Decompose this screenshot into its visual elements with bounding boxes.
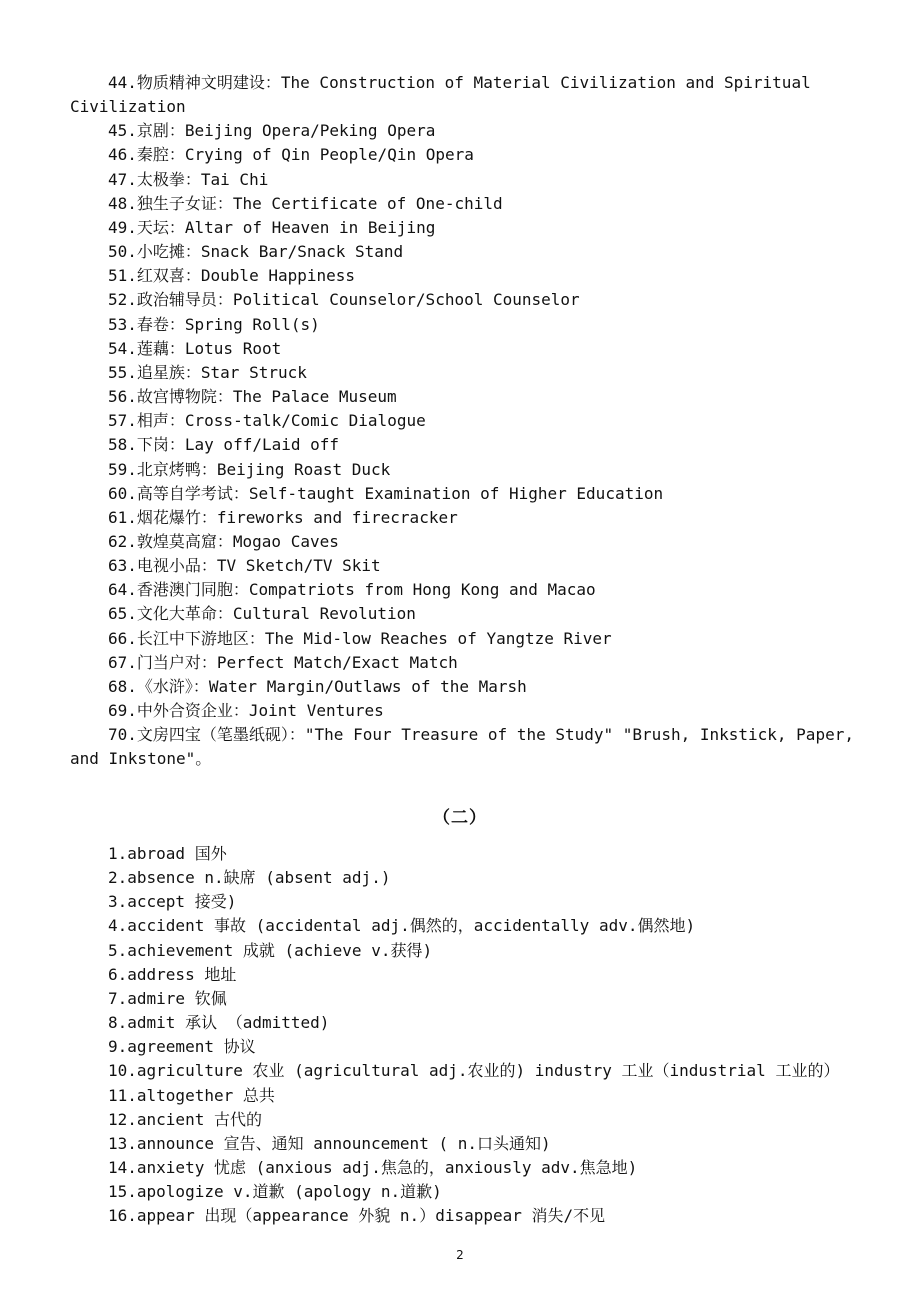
list-entry: 64.香港澳门同胞：Compatriots from Hong Kong and Macao [108, 580, 596, 600]
list-entry: 68.《水浒》：Water Margin/Outlaws of the Marsh [108, 676, 527, 696]
list-entry: 62.敦煌莫高窟：Mogao Caves [108, 531, 339, 551]
list-entry: 1.abroad 国外 [108, 844, 227, 863]
list-entry: 44.物质精神文明建设：The Construction of Material Civilization and Spiritual Civilization [70, 73, 821, 117]
list-entry: 46.秦腔：Crying of Qin People/Qin Opera [108, 145, 474, 165]
list-entry: 9.agreement 协议 [108, 1037, 256, 1057]
list-entry: 8.admit 承认 （admitted) [108, 1013, 330, 1033]
list-entry: 56.故宫博物院：The Palace Museum [108, 387, 397, 407]
list-entry: 48.独生子女证：The Certificate of One-child [108, 193, 503, 213]
list-entry: 55.追星族：Star Struck [108, 362, 307, 382]
section-heading: （二） [433, 808, 487, 828]
page-number: 2 [456, 1248, 464, 1262]
list-entry: 51.红双喜：Double Happiness [108, 266, 356, 286]
list-entry: 57.相声：Cross-talk/Comic Dialogue [108, 411, 426, 431]
vocabulary-list-part-two [70, 842, 862, 1229]
list-entry: 2.absence n.缺席 (absent adj.) [108, 868, 391, 888]
list-entry: 52.政治辅导员：Political Counselor/School Counselor [108, 290, 580, 310]
list-entry: 54.莲藕：Lotus Root [108, 338, 282, 358]
list-entry: 50.小吃摊：Snack Bar/Snack Stand [108, 242, 404, 262]
vocabulary-list-part-one [70, 71, 862, 772]
list-entry: 11.altogether 总共 [108, 1085, 275, 1105]
list-entry: 3.accept 接受) [108, 892, 237, 912]
list-entry: 59.北京烤鸭：Beijing Roast Duck [108, 459, 391, 479]
list-entry: 4.accident 事故 (accidental adj.偶然的，accidentally adv.偶然地) [108, 916, 696, 936]
list-entry: 16.appear 出现（appearance 外貌 n.）disappear 消失/不见 [108, 1206, 606, 1226]
list-entry: 45.京剧：Beijing Opera/Peking Opera [108, 121, 436, 141]
list-entry: 67.门当户对：Perfect Match/Exact Match [108, 652, 458, 672]
list-entry: 10.agriculture 农业 (agricultural adj.农业的) industry 工业（industrial 工业的） [108, 1061, 840, 1081]
list-entry: 14.anxiety 忧虑 (anxious adj.焦急的，anxiously adv.焦急地) [108, 1158, 638, 1178]
list-entry: 66.长江中下游地区：The Mid-low Reaches of Yangtze River [108, 628, 612, 648]
list-entry: 15.apologize v.道歉 (apology n.道歉) [108, 1182, 442, 1202]
list-entry: 7.admire 钦佩 [108, 988, 227, 1008]
list-entry: 6.address 地址 [108, 964, 237, 984]
list-entry: 49.天坛：Altar of Heaven in Beijing [108, 217, 436, 237]
list-entry: 61.烟花爆竹：fireworks and firecracker [108, 507, 458, 527]
list-entry: 63.电视小品：TV Sketch/TV Skit [108, 556, 381, 576]
list-entry: 13.announce 宣告、通知 announcement ( n.口头通知) [108, 1133, 551, 1153]
list-entry: 60.高等自学考试：Self-taught Examination of Higher Education [108, 483, 664, 503]
list-entry: 47.太极拳：Tai Chi [108, 169, 269, 189]
list-entry: 5.achievement 成就 (achieve v.获得) [108, 940, 433, 960]
list-entry: 58.下岗：Lay off/Laid off [108, 435, 340, 455]
list-entry: 65.文化大革命：Cultural Revolution [108, 604, 416, 624]
list-entry: 12.ancient 古代的 [108, 1109, 262, 1129]
list-entry: 70.文房四宝（笔墨纸砚）："The Four Treasure of the Study" "Brush, Inkstick, Paper, and Inkstone"。 [70, 725, 864, 769]
list-entry: 53.春卷：Spring Roll(s) [108, 314, 320, 334]
list-entry: 69.中外合资企业：Joint Ventures [108, 701, 384, 721]
